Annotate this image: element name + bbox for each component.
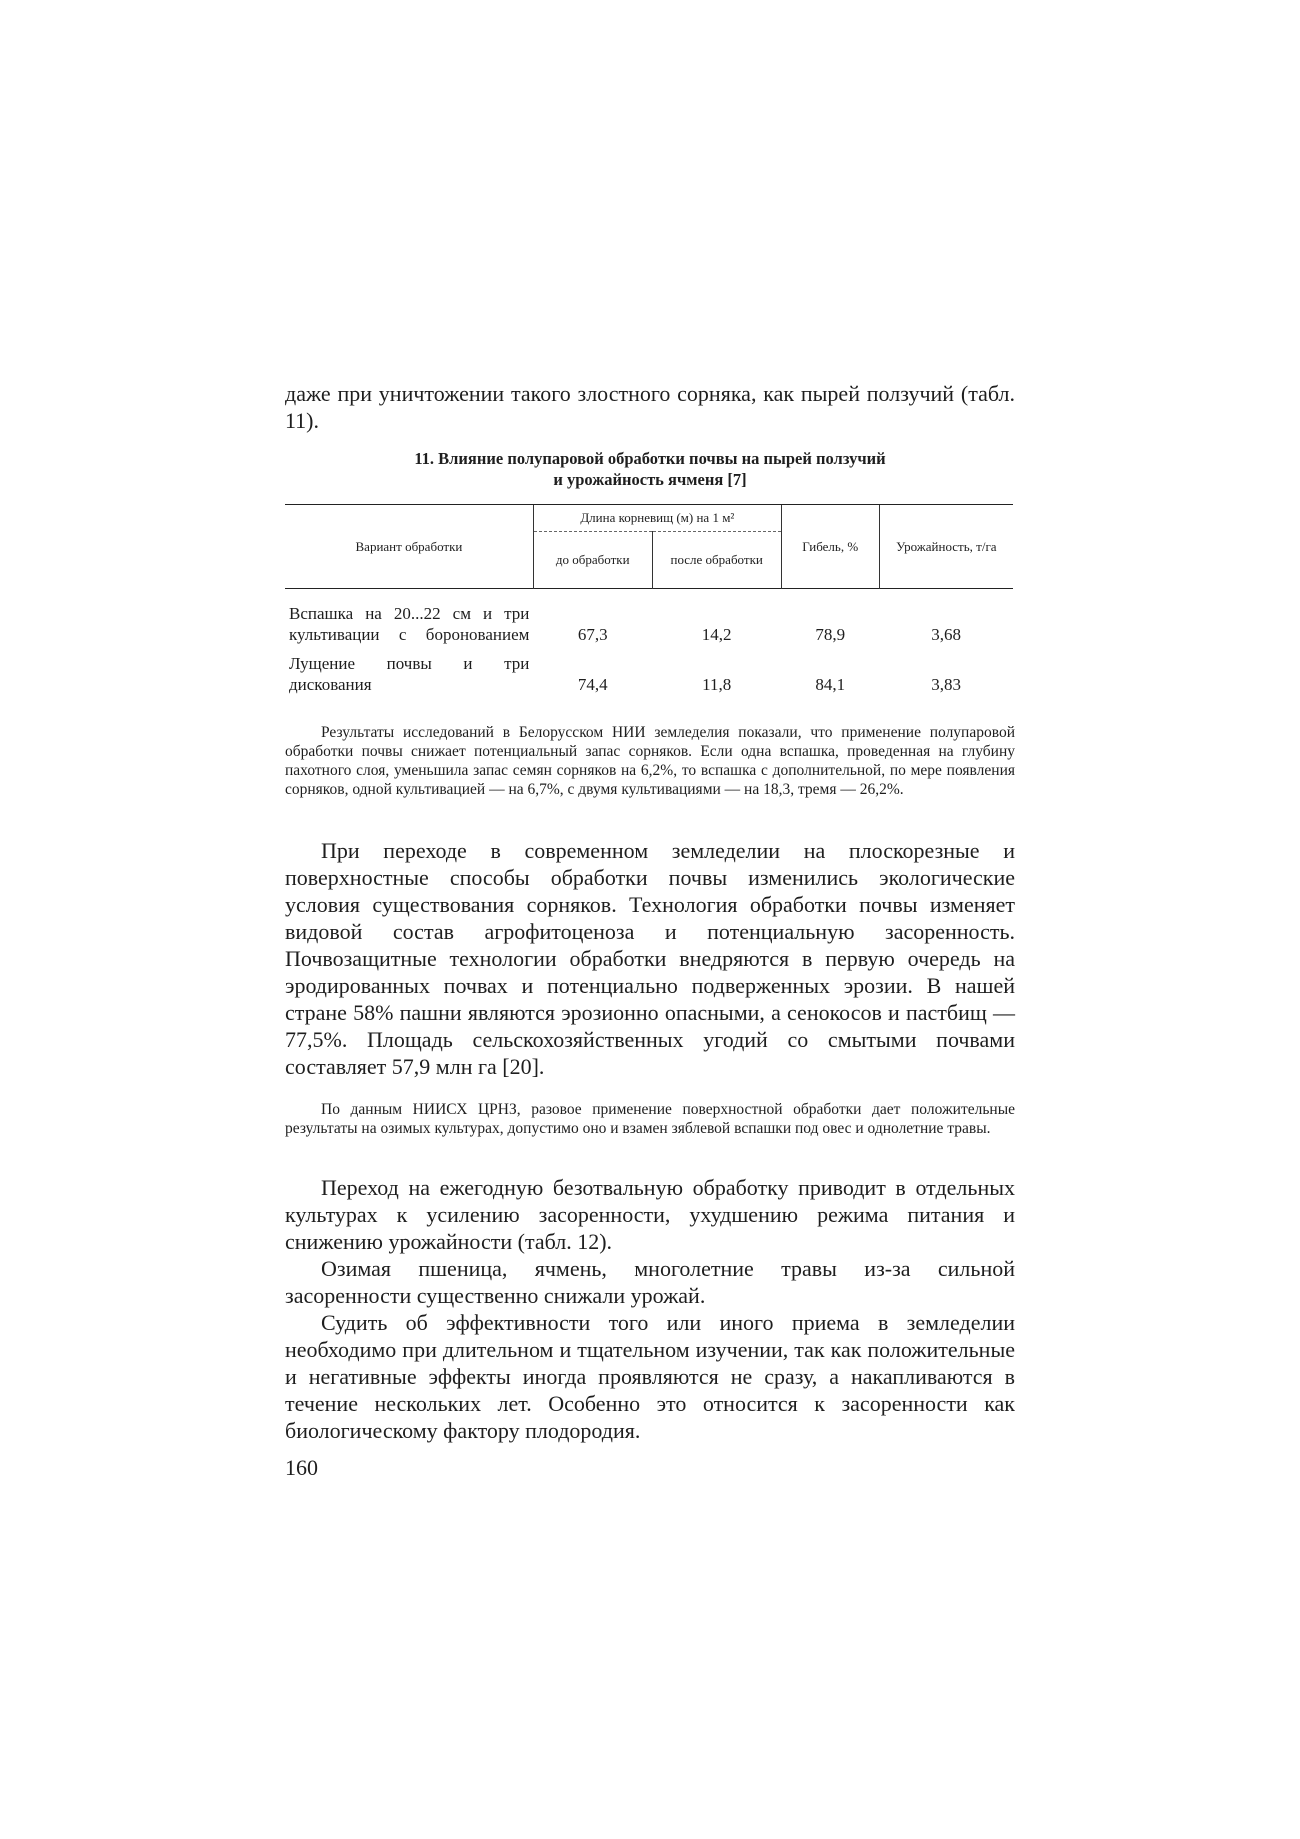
lead-paragraph: даже при уничтожении такого злостного сорняка, как пырей ползучий (табл. 11). [285, 381, 1015, 433]
body-paragraph-4: Судить об эффективности того или иного приема в земледелии необходимо при длительном и тщательном изучении, так как положительные и негативные эффекты иногда проявляются не сразу, а накапливаются в течение нескольких лет. Особенно это относится к засоренности как биологическому фактору плодородия. [285, 1310, 1015, 1443]
row-before: 74,4 [577, 675, 608, 694]
table-row [285, 649, 1013, 699]
row-death: 84,1 [815, 675, 846, 694]
row-after: 14,2 [701, 625, 732, 644]
page-number: 160 [285, 1455, 318, 1480]
body-paragraph-1: При переходе в современном земледелии на плоскорезные и поверхностные способы обработки почвы изменились экологические условия существования сорняков. Технология обработки почвы изменяет видовой состав агрофитоценоза и потенциальную засоренность. Почвозащитные технологии обработки внедряются в первую очередь на эродированных почвах и потенциально подверженных эрозии. В нашей стране 58% пашни являются эрозионно опасными, а сенокосов и пастбищ — 77,5%. Площадь сельскохозяйственных угодий со смытыми почвами составляет 57,9 млн га [20]. [285, 838, 1015, 1079]
row-death: 78,9 [815, 625, 846, 644]
row-variant: Вспашка на 20...22 см и три культивации с боронованием [289, 604, 530, 644]
row-yield: 3,83 [931, 675, 961, 694]
page-content [285, 380, 1015, 1444]
row-variant: Лущение почвы и три дискования [289, 654, 530, 694]
note-paragraph-1: Результаты исследований в Белорусском НИИ земледелия показали, что применение полупаровой обработки почвы снижает потенциальный запас сорняков. Если одна вспашка, проведенная на глубину пахотного слоя, уменьшила запас семян сорняков на 6,2%, то вспашка с дополнительной, по мере появления сорняков, одной культивацией — на 6,7%, с двумя культивациями — на 18,3, тремя — 26,2%. [285, 724, 1015, 798]
table-title-line1: 11. Влияние полупаровой обработки почвы на пырей ползучий [414, 449, 886, 468]
header-after: после обработки [652, 532, 781, 589]
body-paragraph-2: Переход на ежегодную безотвальную обработку приводит в отдельных культурах к усилению засоренности, ухудшению режима питания и снижению урожайности (табл. 12). [285, 1175, 1015, 1254]
table-title-line2: и урожайность ячменя [7] [553, 470, 747, 489]
header-before: до обработки [533, 532, 652, 589]
body-paragraph-3: Озимая пшеница, ячмень, многолетние травы из-за сильной засоренности существенно снижали урожай. [285, 1256, 1015, 1308]
data-table [285, 504, 1013, 699]
header-yield: Урожайность, т/га [879, 505, 1013, 589]
note-paragraph-2: По данным НИИСХ ЦРНЗ, разовое применение поверхностной обработки дает положительные результаты на озимых культурах, допустимо оно и взамен зяблевой вспашки под овес и однолетние травы. [285, 1101, 1015, 1137]
header-death: Гибель, % [781, 505, 879, 589]
header-length-group: Длина корневищ (м) на 1 м² [533, 505, 781, 532]
row-before: 67,3 [577, 625, 608, 644]
row-yield: 3,68 [931, 625, 961, 644]
header-variant: Вариант обработки [285, 505, 533, 589]
table-title [285, 448, 1015, 490]
table-row [285, 599, 1013, 649]
row-after: 11,8 [702, 675, 732, 694]
